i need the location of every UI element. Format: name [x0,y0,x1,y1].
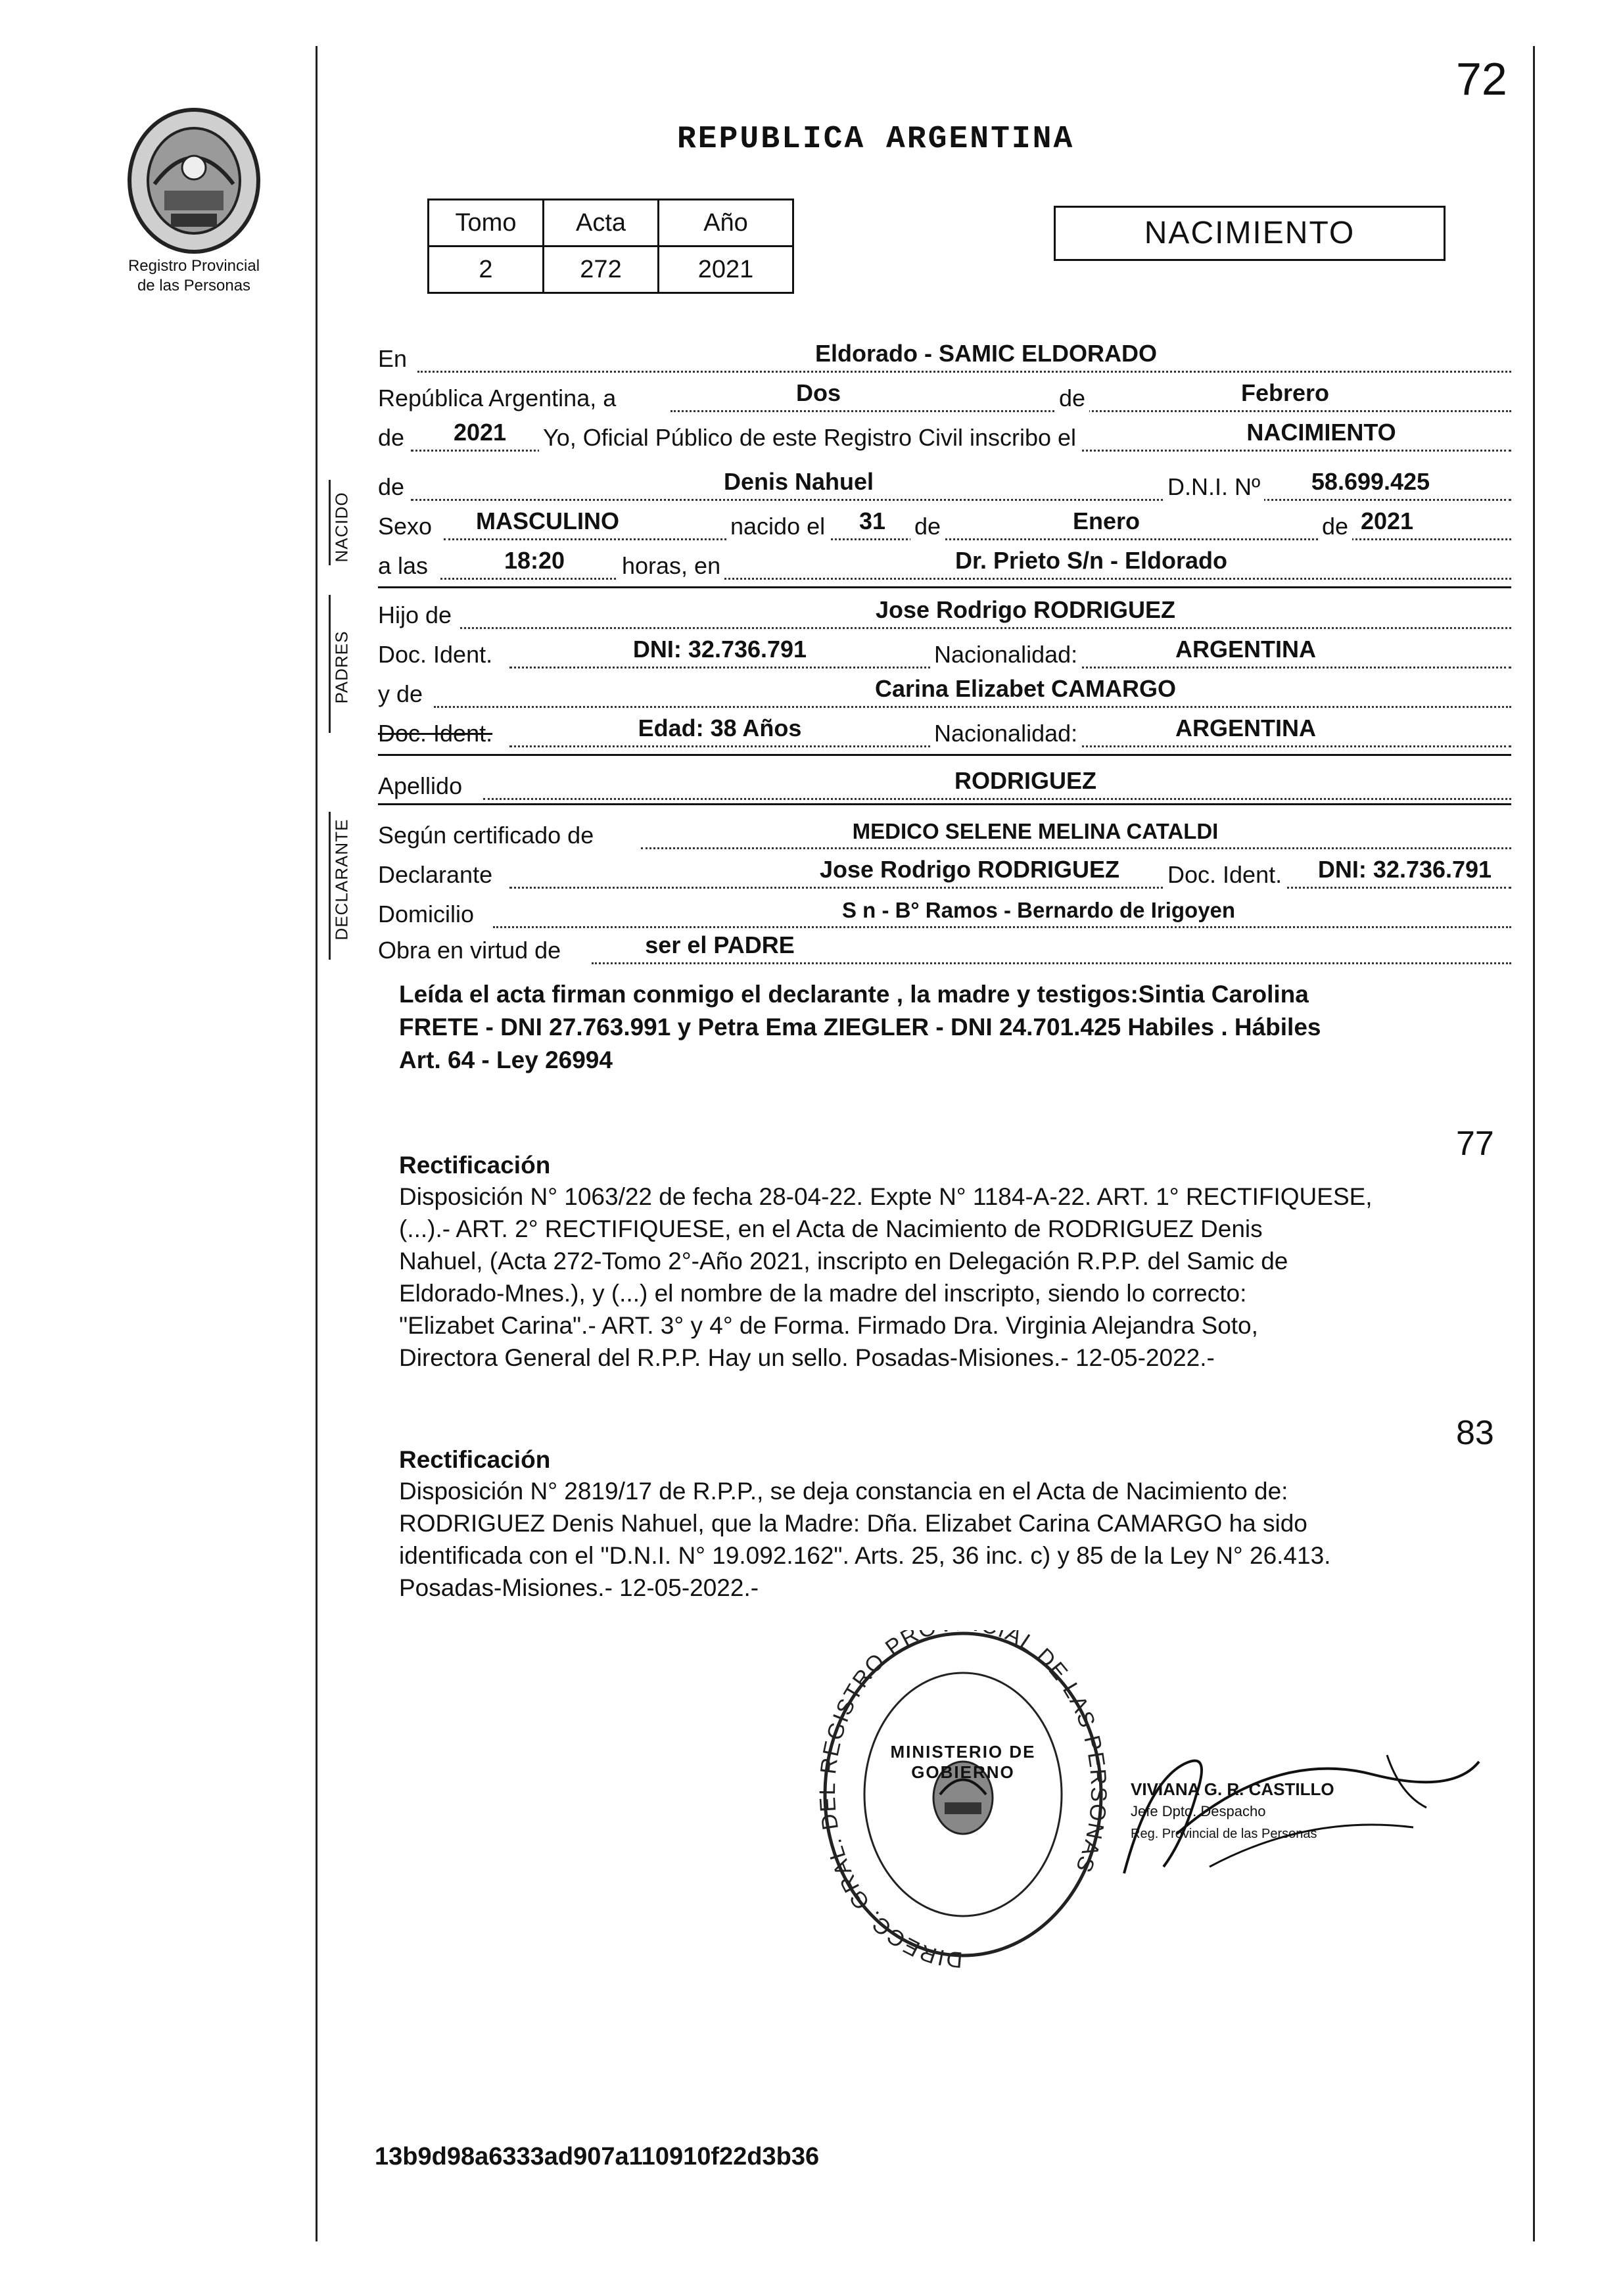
separator-apellido [378,803,1511,805]
apellido-label: Apellido [378,772,463,799]
declarante-label: Declarante [378,861,493,888]
table-value-anio: 2021 [659,246,793,293]
birth-day: 31 [859,507,886,534]
dotted-line [483,798,1511,800]
rectification-line: "Elizabet Carina".- ART. 3° y 4° de Forma. Firmado Dra. Virginia Alejandra Soto, [399,1312,1258,1339]
form-row-fecha [378,378,1511,419]
table-value-tomo: 2 [429,246,544,293]
form-row-madre [378,674,1511,715]
decl-doc-value: DNI: 32.736.791 [1317,856,1492,883]
rectification-body [399,1181,1510,1374]
dotted-line [493,926,1511,928]
table-header-anio: Año [659,200,793,246]
rectification-number: 77 [1456,1125,1494,1163]
domicilio-value: S n - B° Ramos - Bernardo de Irigoyen [841,898,1236,922]
certificado-value: MEDICO SELENE MELINA CATALDI [852,819,1219,843]
inscribe-value: NACIMIENTO [1246,419,1396,446]
domicilio-label: Domicilio [378,901,475,927]
rectification-number: 83 [1456,1414,1494,1452]
day-value: Dos [795,379,841,406]
act-type-box: NACIMIENTO [1054,206,1446,261]
place-value: Dr. Prieto S/n - Eldorado [954,547,1228,574]
separator-padres [378,754,1511,756]
signature-line1: VIVIANA G. R. CASTILLO [1131,1779,1334,1799]
side-label-padres: PADRES [331,630,352,704]
mother-doc-label-struck: Doc. Ident. [378,720,493,747]
obra-value: ser el PADRE [645,931,795,958]
table-header-tomo: Tomo [429,200,544,246]
surname-value: RODRIGUEZ [954,767,1096,794]
left-margin-line [316,46,318,2241]
form-row-hijo [378,595,1511,636]
page-number: 72 [1456,53,1507,105]
father-value: Jose Rodrigo RODRIGUEZ [875,596,1176,623]
father-nationality-label: Nacionalidad: [930,641,1081,668]
dotted-line [670,410,1511,412]
rectification-title: Rectificación [399,1152,551,1179]
father-nationality: ARGENTINA [1175,636,1316,663]
table-header-acta: Acta [544,200,659,246]
form-row-en [378,339,1511,379]
form-row-domicilio [378,894,1511,935]
rectification-line: Nahuel, (Acta 272-Tomo 2°-Año 2021, inscripto en Delegación R.P.P. del Samic de [399,1248,1288,1275]
year-de-label: de [378,424,405,451]
father-doc-label: Doc. Ident. [378,641,493,668]
rectification-line: Posadas-Misiones.- 12-05-2022.- [399,1574,759,1601]
rectification-body [399,1475,1510,1604]
declarante-bracket [329,812,331,960]
dni-value: 58.699.425 [1311,468,1430,495]
a-las-label: a las [378,552,429,579]
birth-year-de-label: de [1318,513,1352,540]
certificado-label: Según certificado de [378,822,594,849]
form-row-apellido [378,766,1511,807]
separator-nacido [378,586,1511,588]
stamp-ring-text: DIRECC. GRAL. D REGISTRO PR IAL DE LAS PE NAS [818,1630,1108,1972]
time-value: 18:20 [504,547,565,574]
form-row-inscribo [378,417,1511,458]
birth-de-label: de [910,513,945,540]
form-row-hora [378,546,1511,586]
logo-caption-line2: de las Personas [137,277,251,294]
closing-line: Leída el acta firman conmigo el declarante , la madre y testigos:Sintia Carolina [399,981,1309,1008]
republica-label: República Argentina, a [378,385,617,411]
obra-label: Obra en virtud de [378,937,561,964]
signature-line2: Jefe Dpto. Despacho [1131,1803,1266,1819]
birth-year: 2021 [1360,507,1414,534]
rectification-line: Eldorado-Mnes.), y (...) el nombre de la madre del inscripto, siendo lo correcto: [399,1280,1247,1307]
logo-caption-line1: Registro Provincial [128,257,260,275]
closing-line: FRETE - DNI 27.763.991 y Petra Ema ZIEGLER - DNI 24.701.425 Habiles . Hábiles [399,1014,1321,1041]
sexo-label: Sexo [378,513,433,540]
rectification-title: Rectificación [399,1446,551,1473]
rectification-line: Disposición N° 2819/17 de R.P.P., se deja constancia en el Acta de Nacimiento de: [399,1478,1288,1505]
official-stamp [818,1630,1108,1972]
form-row-sexo [378,506,1511,547]
form-row-nombre [378,467,1511,507]
form-row-declarante [378,855,1511,895]
birth-month: Enero [1072,507,1141,534]
decl-doc-label: Doc. Ident. [1164,861,1286,889]
mother-value: Carina Elizabet CAMARGO [874,675,1177,702]
sexo-value: MASCULINO [476,507,619,534]
dotted-line [434,706,1511,708]
dotted-line [417,371,1511,373]
closing-text [399,978,1480,1077]
declarante-value: Jose Rodrigo RODRIGUEZ [819,856,1120,883]
dotted-line [641,847,1511,849]
rectification-line: Disposición N° 1063/22 de fecha 28-04-22. Expte N° 1184-A-22. ART. 1° RECTIFIQUESE, [399,1183,1373,1210]
dotted-line [411,499,1511,501]
nacido-bracket [329,480,331,565]
name-value: Denis Nahuel [723,468,874,495]
nacido-el-label: nacido el [726,513,829,540]
dni-label: D.N.I. Nº [1164,473,1264,501]
signature-block [1131,1778,1334,1845]
mother-doc-value: Edad: 38 Años [638,715,802,741]
logo-caption [99,256,289,296]
table-value-acta: 272 [544,246,659,293]
father-doc-value: DNI: 32.736.791 [632,636,807,663]
horas-en-label: horas, en [618,552,724,580]
closing-line: Art. 64 - Ley 26994 [399,1046,613,1073]
form-row-obra [378,930,1511,971]
form-row-certificado [378,815,1511,856]
padres-bracket [329,595,331,733]
side-label-declarante: DECLARANTE [331,818,352,941]
form-row-father-doc [378,634,1511,675]
y-de-label: y de [378,680,423,707]
side-label-nacido: NACIDO [331,492,352,563]
registry-seal-logo [125,105,263,256]
hijo-de-label: Hijo de [378,601,452,628]
de-name-label: de [378,473,405,500]
dotted-line [440,578,1511,580]
rectification-line: Directora General del R.P.P. Hay un sello. Posadas-Misiones.- 12-05-2022.- [399,1344,1215,1371]
year-value: 2021 [453,419,507,446]
document-title: REPUBLICA ARGENTINA [677,122,1075,157]
rectification-line: identificada con el "D.N.I. N° 19.092.162". Arts. 25, 36 inc. c) y 85 de la Ley N° 26.413. [399,1542,1331,1569]
dotted-line [509,887,1511,889]
en-label: En [378,345,408,372]
mother-nationality-label: Nacionalidad: [930,720,1081,747]
dotted-line [460,627,1511,629]
mother-nationality: ARGENTINA [1175,715,1316,741]
de-label: de [1055,385,1089,412]
footer-hash: 13b9d98a6333ad907a110910f22d3b36 [375,2143,820,2170]
registry-table [427,199,794,294]
rectification-line: RODRIGUEZ Denis Nahuel, que la Madre: Dña. Elizabet Carina CAMARGO ha sido [399,1510,1307,1537]
right-margin-line [1533,46,1535,2241]
form-row-mother-doc [378,713,1511,754]
stamp-inner-text: MINISTERIO DE GOBIERNO [890,1742,1036,1782]
en-value: Eldorado - SAMIC ELDORADO [815,340,1157,367]
rectification-line: (...).- ART. 2° RECTIFIQUESE, en el Acta de Nacimiento de RODRIGUEZ Denis [399,1215,1263,1242]
yo-text: Yo, Oficial Público de este Registro Civil inscribo el [539,424,1080,452]
signature-line3: Reg. Provincial de las Personas [1131,1827,1317,1841]
month-value: Febrero [1240,379,1330,406]
dotted-line [592,962,1511,964]
